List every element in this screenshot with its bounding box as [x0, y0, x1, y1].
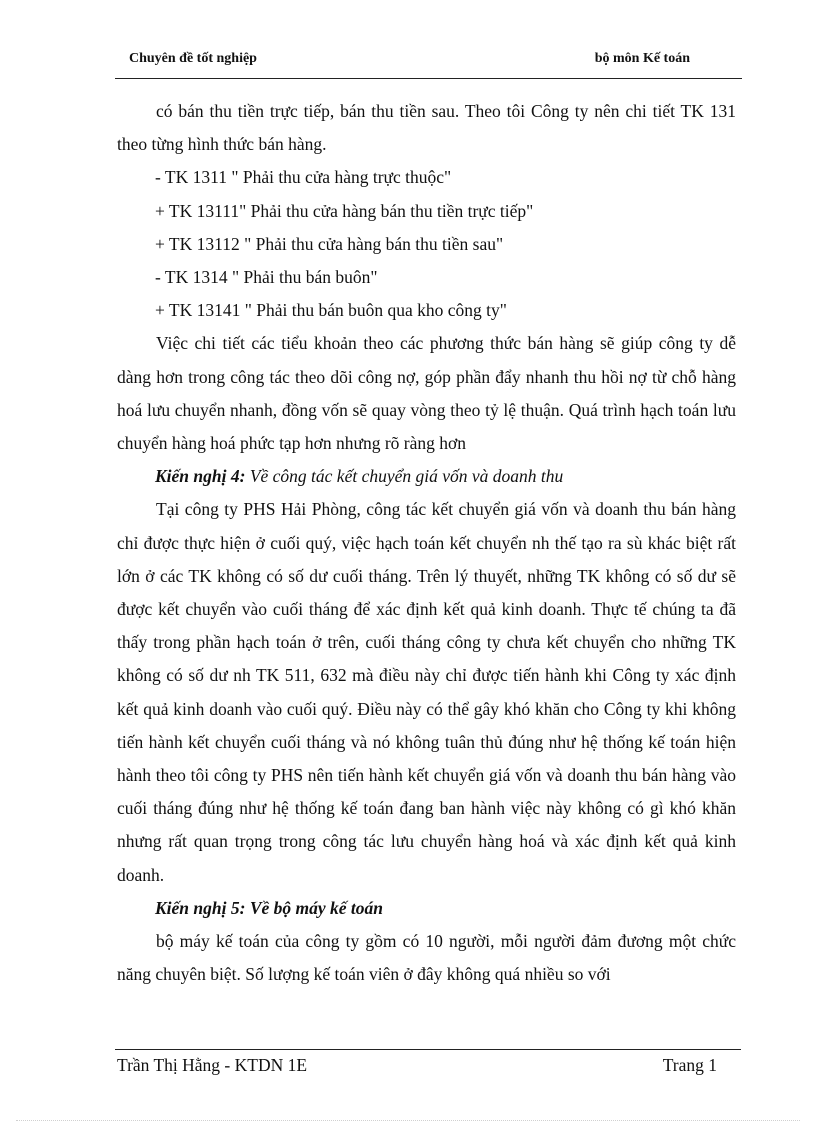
page-body: [117, 95, 736, 991]
account-list-item-2: + TK 13111" Phải thu cửa hàng bán thu tiền trực tiếp": [155, 200, 534, 221]
footer-page-number: Trang 1: [662, 1055, 717, 1075]
recommendation-5-title: Kiến nghị 5: Về bộ máy kế toán: [155, 897, 383, 918]
recommendation-5-heading: [117, 892, 736, 925]
footer-author: Trần Thị Hằng - KTDN 1E: [117, 1055, 308, 1075]
body-paragraph-1: có bán thu tiền trực tiếp, bán thu tiền sau. Theo tôi Công ty nên chi tiết TK 131 theo từng hình thức bán hàng.: [117, 101, 736, 155]
body-paragraph-4: bộ máy kế toán của công ty gồm có 10 người, mỗi người đảm đương một chức năng chuyên biệt. Số lượng kế toán viên ở đây không quá nhiều so với: [117, 931, 736, 985]
body-paragraph-2: Việc chi tiết các tiểu khoản theo các phương thức bán hàng sẽ giúp công ty dễ dàng hơn trong công tác theo dõi công nợ, góp phần đẩy nhanh thu hồi nợ từ chỗ hàng hoá lưu chuyển nhanh, đồng vốn sẽ quay vòng theo tỷ lệ thuận. Quá trình hạch toán lưu chuyển hàng hoá phức tạp hơn nhưng rõ ràng hơn: [117, 333, 736, 454]
recommendation-4-title: Về công tác kết chuyển giá vốn và doanh thu: [245, 466, 564, 487]
recommendation-4-label: Kiến nghị 4:: [155, 466, 246, 487]
recommendation-4-heading: [117, 460, 736, 493]
account-list-item-5: + TK 13141 " Phải thu bán buôn qua kho công ty": [155, 300, 507, 321]
page-header: [115, 46, 742, 79]
header-department: bộ môn Kế toán: [594, 51, 690, 66]
account-list-item-4: - TK 1314 " Phải thu bán buôn": [155, 267, 378, 288]
page-footer: [115, 1049, 741, 1084]
account-list-item-3: + TK 13112 " Phải thu cửa hàng bán thu tiền sau": [155, 233, 504, 254]
account-list-item-1: - TK 1311 " Phải thu cửa hàng trực thuộc": [155, 167, 452, 188]
header-title: Chuyên đề tốt nghiệp: [129, 51, 257, 66]
page-bottom-edge: [16, 1120, 800, 1121]
body-paragraph-3: Tại công ty PHS Hải Phòng, công tác kết chuyển giá vốn và doanh thu bán hàng chỉ được thực hiện ở cuối quý, việc hạch toán kết chuyển nh thế tạo ra sù khác biệt rất lớn ở các TK không có số dư cuối tháng. Trên lý thuyết, những TK không có số dư sẽ được kết chuyển vào cuối tháng để xác định kết quả kinh doanh. Thực tế chúng ta đã thấy trong phần hạch toán ở trên, cuối tháng công ty chưa kết chuyển cho những TK không có số dư nh TK 511, 632 mà điều này chỉ được tiến hành khi Công ty xác định kết quả kinh doanh vào cuối quý. Điều này có thể gây khó khăn cho Công ty khi không tiến hành kết chuyển cuối tháng và nó không tuân thủ đúng như hệ thống kế toán hiện hành theo tôi công ty PHS nên tiến hành kết chuyển giá vốn và doanh thu bán hàng vào cuối tháng đúng như hệ thống kế toán đang ban hành việc này không có gì khó khăn nhưng rất quan trọng trong công tác lưu chuyển hàng hoá và xác định kết quả kinh doanh.: [117, 499, 736, 885]
